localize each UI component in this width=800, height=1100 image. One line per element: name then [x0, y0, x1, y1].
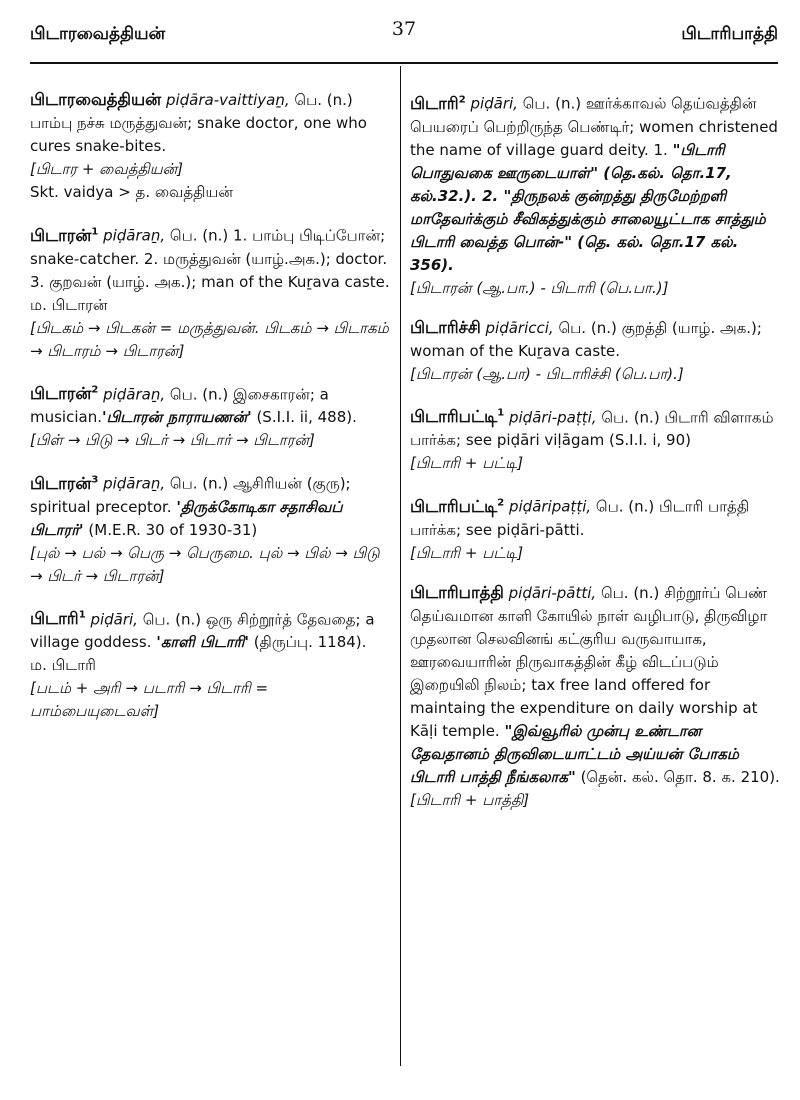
- entry-headword: பிடாரி: [410, 93, 459, 113]
- dictionary-entry: [30, 379, 392, 453]
- entry-sense-number: 1: [497, 407, 505, 419]
- header-guide-word-right: பிடாரிபாத்தி: [681, 24, 778, 44]
- entry-headword: பிடாரவைத்தியன்: [30, 90, 162, 109]
- entry-etymology: [பிடாரன் (ஆ.பா.) - பிடாரி (பெ.பா.)]: [410, 278, 669, 297]
- entry-headword: பிடாரி: [30, 609, 79, 628]
- column-divider: [400, 66, 401, 1066]
- entry-headword: பிடாரிபட்டி: [410, 407, 498, 426]
- entry-etymology: [பிடாரி + பட்டி]: [410, 543, 524, 562]
- entry-source: (தெ.கல். தொ.17, கல்.32.). 2. "திருநலக் குன்றத்து திருமேற்றளி மாதேவர்க்கும் சீவிகத்துக்கும் சாலையூட்டாக சாத்தும் பிடாரி வைத்த பொன்-" (தெ. கல். தொ.17 கல். 356).: [410, 163, 766, 274]
- entry-etymology: [பிடாரன் (ஆ.பா) - பிடாரிச்சி (பெ.பா).]: [410, 364, 684, 383]
- entry-sense-number: 2: [497, 497, 505, 508]
- entry-citation: 'திருக்கோடிகா சதாசிவப் பிடாரர்': [30, 497, 343, 539]
- entry-etymology: [பிடாரி + பட்டி]: [410, 454, 524, 472]
- entry-transliteration: piḍāripaṭṭi,: [508, 497, 592, 516]
- entry-definition: பெ. (n.) இசைகாரன்; a musician.: [30, 385, 329, 426]
- entry-etymology: [பிள் → பிடு → பிடர் → பிடார் → பிடாரன்]: [30, 431, 315, 449]
- dictionary-entry: [410, 581, 780, 812]
- entry-etymology: [படம் + அரி → படாரி → பிடாரி = பாம்பையுடைவள்]: [30, 679, 269, 720]
- dictionary-entry: [410, 402, 780, 476]
- dictionary-entry: [30, 88, 392, 204]
- entry-sense-number: 1: [91, 226, 99, 237]
- dictionary-entry: [30, 468, 392, 588]
- page-header: [30, 10, 778, 50]
- dictionary-entry: [30, 220, 392, 363]
- entry-transliteration: piḍāri,: [90, 610, 138, 628]
- entry-sense-number: 3: [91, 474, 99, 485]
- entry-citation: 'காளி பிடாரி': [156, 633, 249, 651]
- entry-transliteration: piḍāraṉ,: [103, 226, 166, 245]
- entry-definition: பெ. (n.) பிடாரி விளாகம் பார்க்க; see piḍāri viḷāgam (S.I.I. i, 90): [410, 408, 774, 449]
- dictionary-entry: [410, 88, 780, 300]
- entry-transliteration: piḍāra-vaittiyaṉ,: [165, 91, 290, 109]
- dictionary-entry: [410, 316, 780, 386]
- entry-definition: பெ. (n.) ஊர்க்காவல் தெய்வத்தின் பெயரைப் பெற்றிருந்த பெண்டிர்; women christened the name of village guard deity. 1.: [410, 94, 778, 159]
- entry-source: (திருப்பு. 1184).: [248, 633, 367, 651]
- left-column: [30, 88, 392, 739]
- entry-etymology: [புல் → பல் → பெரு → பெருமை. புல் → பில் → பிடு → பிடர் → பிடாரன்]: [30, 543, 380, 585]
- entry-headword: பிடாரன்: [30, 473, 92, 493]
- entry-citation: "பிடாரி பொதுவகை ஊருடையாள்": [410, 140, 725, 182]
- entry-headword: பிடாரிபாத்தி: [410, 582, 504, 602]
- entry-transliteration: piḍāri,: [470, 94, 518, 113]
- entry-source: (தென். கல். தொ. 8. க. 210).: [575, 767, 780, 786]
- entry-source: (S.I.I. ii, 488).: [251, 408, 357, 426]
- entry-headword: பிடாரன்: [30, 225, 92, 245]
- dictionary-entry: [30, 604, 392, 724]
- right-column: [410, 88, 780, 828]
- entry-transliteration: piḍāricci,: [485, 318, 554, 337]
- entry-etymology: [பிடகம் → பிடகன் = மருத்துவன். பிடகம் → பிடாகம் → பிடாரம் → பிடாரன்]: [30, 318, 389, 360]
- entry-definition: பெ. (n.) குறத்தி (யாழ். அக.); woman of the Kuṟava caste.: [410, 318, 762, 360]
- entry-headword: பிடாரன்: [30, 384, 92, 403]
- entry-etymology: [பிடார + வைத்தியன்]: [30, 160, 184, 178]
- entry-definition: பெ. (n.) பிடாரி பாத்தி பார்க்க; see piḍāri-pātti.: [410, 497, 750, 539]
- header-guide-word-left: பிடாரவைத்தியன்: [30, 24, 166, 44]
- entry-transliteration: piḍāri-pātti,: [508, 583, 597, 602]
- entry-transliteration: piḍāri-paṭṭi,: [508, 408, 597, 426]
- entry-sense-number: 1: [78, 609, 86, 621]
- entry-sense-number: 2: [458, 94, 466, 105]
- page-number: 37: [391, 18, 417, 40]
- entry-definition: பெ. (n.) சிற்றூர்ப் பெண் தெய்வமான காளி கோயில் நாள் வழிபாடு, திருவிழா முதலான செலவினங் கட்குரிய வருவாயாக, ஊரவையாரின் நிருவாகத்தின் கீழ் விடப்படும் இறையிலி நிலம்; tax free land offered for maintaing the expenditure on daily worship at Kāḷi temple.: [410, 583, 768, 740]
- entry-sense-number: 2: [91, 384, 99, 396]
- entry-note: Skt. vaidya > த. வைத்தியன்: [30, 183, 233, 201]
- entry-etymology: [பிடாரி + பாத்தி]: [410, 790, 530, 809]
- entry-definition: பெ. (n.) பாம்பு நச்சு மருத்துவன்; snake doctor, one who cures snake-bites.: [30, 91, 367, 155]
- header-rule: [30, 62, 778, 64]
- entry-headword: பிடாரிச்சி: [410, 317, 481, 337]
- entry-transliteration: piḍāraṉ,: [103, 474, 166, 493]
- entry-cognate: ம. பிடாரி: [30, 656, 96, 674]
- entry-definition: பெ. (n.) ஆசிரியன் (குரு); spiritual preceptor.: [30, 474, 351, 516]
- entry-citation: 'பிடாரன் நாராயணன்': [101, 408, 252, 426]
- entry-source: (M.E.R. 30 of 1930-31): [83, 520, 258, 539]
- entry-headword: பிடாரிபட்டி: [410, 496, 498, 516]
- entry-citation: "இவ்வூரில் முன்பு உண்டான தேவதானம் திருவிடையாட்டம் அய்யன் போகம் பிடாரி பாத்தி நீங்கலாக": [410, 721, 739, 786]
- entry-cognate: ம. பிடாரன்: [30, 295, 108, 314]
- entry-definition: பெ. (n.) ஒரு சிற்றூர்த் தேவதை; a village goddess.: [30, 610, 375, 651]
- entry-transliteration: piḍāraṉ,: [103, 385, 166, 403]
- dictionary-entry: [410, 491, 780, 565]
- entry-definition: பெ. (n.) 1. பாம்பு பிடிப்போன்; snake-catcher. 2. மருத்துவன் (யாழ்.அக.); doctor. 3. குறவன் (யாழ். அக.); man of the Kuṟava caste.: [30, 226, 390, 291]
